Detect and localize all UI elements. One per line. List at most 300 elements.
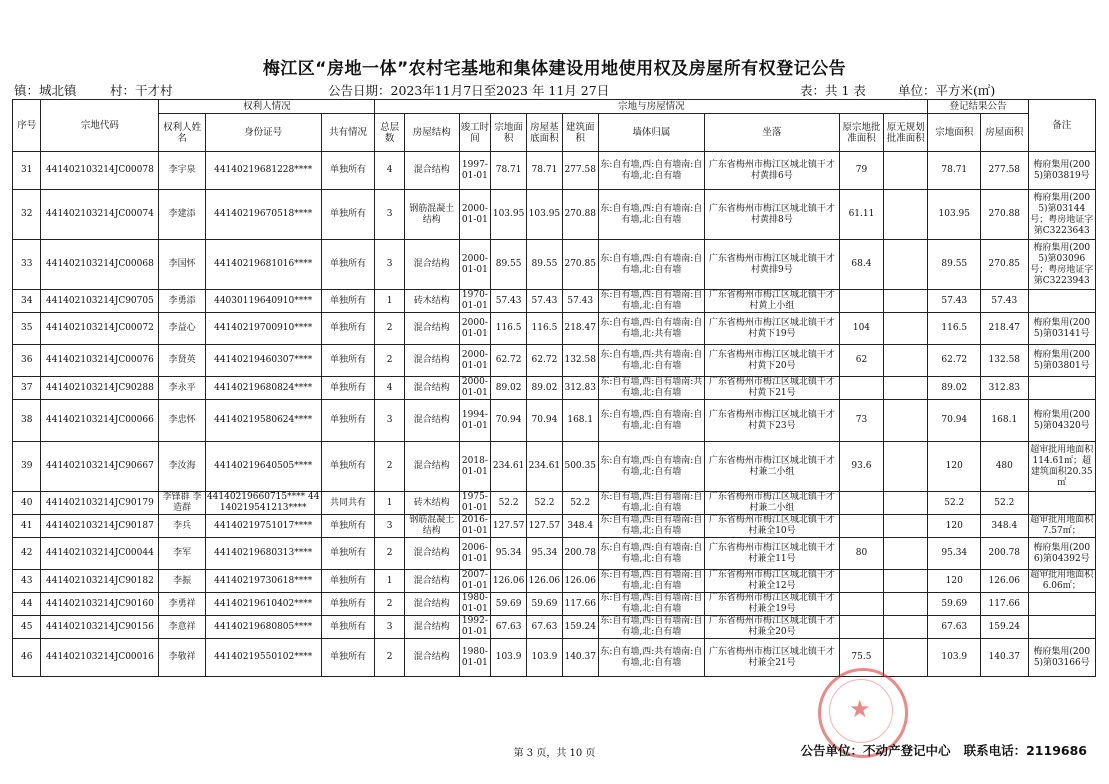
cell-share: 单独所有 bbox=[321, 152, 375, 190]
cell-note bbox=[1028, 593, 1096, 616]
cell-floors: 3 bbox=[375, 240, 404, 290]
cell-build-area: 117.66 bbox=[562, 593, 598, 616]
col-share: 共有情况 bbox=[321, 114, 375, 152]
cell-wall: 东:自有墙,西:共有墙南:自有墙,北:自有墙 bbox=[598, 345, 704, 377]
cell-res-house: 132.58 bbox=[981, 345, 1028, 377]
cell-seq: 32 bbox=[13, 190, 41, 240]
cell-structure: 砖木结构 bbox=[404, 492, 459, 515]
cell-base-area: 95.34 bbox=[527, 538, 563, 570]
cell-structure: 混合结构 bbox=[404, 377, 459, 400]
cell-wall: 东:自有墙,西:自有墙南:自有墙,北:共有墙 bbox=[598, 313, 704, 345]
cell-note bbox=[1028, 290, 1096, 313]
cell-base-area: 127.57 bbox=[527, 515, 563, 538]
footer-contact bbox=[801, 741, 1087, 759]
cell-name: 李振 bbox=[159, 570, 205, 593]
table-body bbox=[13, 152, 1096, 677]
cell-name: 李勇祥 bbox=[159, 593, 205, 616]
cell-share: 单独所有 bbox=[321, 593, 375, 616]
cell-unplanned bbox=[884, 492, 928, 515]
cell-build-area: 57.43 bbox=[562, 290, 598, 313]
col-structure: 房屋结构 bbox=[404, 114, 459, 152]
cell-wall: 东:自有墙,西:自有墙南:自有墙,北:自有墙 bbox=[598, 515, 704, 538]
cell-seq: 46 bbox=[13, 639, 41, 677]
cell-code: 441402103214JC00074 bbox=[41, 190, 159, 240]
cell-code: 441402103214JC90187 bbox=[41, 515, 159, 538]
cell-unplanned bbox=[884, 570, 928, 593]
cell-structure: 混合结构 bbox=[404, 639, 459, 677]
cell-share: 单独所有 bbox=[321, 442, 375, 492]
cell-structure: 混合结构 bbox=[404, 570, 459, 593]
cell-land-area: 89.55 bbox=[491, 240, 527, 290]
cell-land-area: 116.5 bbox=[491, 313, 527, 345]
cell-structure: 钢筋混凝土结构 bbox=[404, 515, 459, 538]
cell-seq: 40 bbox=[13, 492, 41, 515]
cell-completion: 1975-01-01 bbox=[459, 492, 491, 515]
cell-name: 李敬祥 bbox=[159, 639, 205, 677]
cell-build-area: 277.58 bbox=[562, 152, 598, 190]
cell-completion: 2006-01-01 bbox=[459, 538, 491, 570]
cell-res-land: 89.55 bbox=[928, 240, 981, 290]
cell-approved: 75.5 bbox=[839, 639, 883, 677]
cell-base-area: 52.2 bbox=[527, 492, 563, 515]
cell-build-area: 132.58 bbox=[562, 345, 598, 377]
col-address: 坐落 bbox=[705, 114, 840, 152]
cell-base-area: 116.5 bbox=[527, 313, 563, 345]
official-seal-icon: ★ bbox=[818, 668, 908, 758]
cell-base-area: 234.61 bbox=[527, 442, 563, 492]
table-row bbox=[13, 515, 1096, 538]
cell-address: 广东省梅州市梅江区城北镇干才村黄上小组 bbox=[705, 290, 840, 313]
cell-note: 梅府集用(2006)第04392号 bbox=[1028, 538, 1096, 570]
cell-floors: 3 bbox=[375, 616, 404, 639]
cell-code: 441402103214JC00044 bbox=[41, 538, 159, 570]
cell-land-area: 234.61 bbox=[491, 442, 527, 492]
cell-name: 李贤英 bbox=[159, 345, 205, 377]
cell-res-house: 126.06 bbox=[981, 570, 1028, 593]
cell-unplanned bbox=[884, 538, 928, 570]
cell-seq: 35 bbox=[13, 313, 41, 345]
cell-approved bbox=[839, 290, 883, 313]
cell-floors: 2 bbox=[375, 345, 404, 377]
cell-unplanned bbox=[884, 152, 928, 190]
cell-land-area: 78.71 bbox=[491, 152, 527, 190]
cell-approved: 62 bbox=[839, 345, 883, 377]
cell-note: 梅府集用(2005)第04320号 bbox=[1028, 400, 1096, 442]
cell-share: 共同共有 bbox=[321, 492, 375, 515]
cell-base-area: 89.02 bbox=[527, 377, 563, 400]
cell-wall: 东:自有墙,西:自有墙南:自有墙,北:自有墙 bbox=[598, 240, 704, 290]
cell-res-land: 120 bbox=[928, 570, 981, 593]
cell-seq: 42 bbox=[13, 538, 41, 570]
table-row bbox=[13, 345, 1096, 377]
cell-note: 梅府集用(2005)第03819号 bbox=[1028, 152, 1096, 190]
cell-res-land: 89.02 bbox=[928, 377, 981, 400]
cell-seq: 39 bbox=[13, 442, 41, 492]
cell-unplanned bbox=[884, 639, 928, 677]
cell-base-area: 67.63 bbox=[527, 616, 563, 639]
cell-unplanned bbox=[884, 515, 928, 538]
cell-share: 单独所有 bbox=[321, 538, 375, 570]
cell-approved: 61.11 bbox=[839, 190, 883, 240]
cell-approved: 80 bbox=[839, 538, 883, 570]
town-label: 镇：城北镇 bbox=[14, 83, 77, 98]
cell-completion: 1992-01-01 bbox=[459, 616, 491, 639]
cell-address: 广东省梅州市梅江区城北镇干才村黄下19号 bbox=[705, 313, 840, 345]
cell-land-area: 127.57 bbox=[491, 515, 527, 538]
cell-seq: 36 bbox=[13, 345, 41, 377]
cell-share: 单独所有 bbox=[321, 313, 375, 345]
cell-completion: 2000-01-01 bbox=[459, 240, 491, 290]
cell-res-land: 52.2 bbox=[928, 492, 981, 515]
cell-wall: 东:自有墙,西:自有墙南:自有墙,北:自有墙 bbox=[598, 492, 704, 515]
cell-floors: 2 bbox=[375, 593, 404, 616]
cell-seq: 37 bbox=[13, 377, 41, 400]
cell-approved: 79 bbox=[839, 152, 883, 190]
cell-id: 44140219660715**** 44140219541213**** bbox=[206, 492, 320, 513]
cell-id: 44140219700910**** bbox=[205, 313, 321, 345]
cell-completion: 2016-01-01 bbox=[459, 515, 491, 538]
cell-note: 超审批用地面积7.57㎡； bbox=[1028, 515, 1096, 538]
cell-completion: 2000-01-01 bbox=[459, 345, 491, 377]
cell-base-area: 103.95 bbox=[527, 190, 563, 240]
table-row bbox=[13, 152, 1096, 190]
cell-code: 441402103214JC00072 bbox=[41, 313, 159, 345]
group-land: 宗地与房屋情况 bbox=[375, 100, 928, 114]
table-row bbox=[13, 240, 1096, 290]
cell-build-area: 348.4 bbox=[562, 515, 598, 538]
cell-floors: 1 bbox=[375, 570, 404, 593]
cell-land-area: 59.69 bbox=[491, 593, 527, 616]
cell-res-house: 159.24 bbox=[981, 616, 1028, 639]
table-row bbox=[13, 570, 1096, 593]
cell-id: 44140219670518**** bbox=[205, 190, 321, 240]
cell-unplanned bbox=[884, 190, 928, 240]
cell-approved bbox=[839, 515, 883, 538]
cell-floors: 3 bbox=[375, 515, 404, 538]
cell-res-land: 95.34 bbox=[928, 538, 981, 570]
cell-completion: 1994-01-01 bbox=[459, 400, 491, 442]
cell-floors: 2 bbox=[375, 538, 404, 570]
cell-completion: 2000-01-01 bbox=[459, 377, 491, 400]
cell-build-area: 500.35 bbox=[562, 442, 598, 492]
cell-id: 44140219681016**** bbox=[205, 240, 321, 290]
cell-unplanned bbox=[884, 616, 928, 639]
cell-code: 441402103214JC00066 bbox=[41, 400, 159, 442]
cell-code: 441402103214JC90160 bbox=[41, 593, 159, 616]
cell-build-area: 126.06 bbox=[562, 570, 598, 593]
cell-note bbox=[1028, 377, 1096, 400]
col-base-area: 房屋基底面积 bbox=[527, 114, 563, 152]
cell-approved bbox=[839, 593, 883, 616]
col-approved: 原宗地批准面积 bbox=[839, 114, 883, 152]
cell-name: 李建添 bbox=[159, 190, 205, 240]
cell-name: 李军 bbox=[159, 538, 205, 570]
cell-code: 441402103214JC00076 bbox=[41, 345, 159, 377]
cell-id: 44140219730618**** bbox=[205, 570, 321, 593]
cell-res-house: 277.58 bbox=[981, 152, 1028, 190]
cell-res-house: 312.83 bbox=[981, 377, 1028, 400]
cell-address: 广东省梅州市梅江区城北镇干才村黄排9号 bbox=[705, 240, 840, 290]
cell-name: 李忠怀 bbox=[159, 400, 205, 442]
cell-name: 李国怀 bbox=[159, 240, 205, 290]
cell-note: 梅府集用(2005)第03096号；粤房地证字第C3223943 bbox=[1028, 240, 1096, 290]
cell-id: 44140219610402**** bbox=[205, 593, 321, 616]
cell-seq: 34 bbox=[13, 290, 41, 313]
cell-wall: 东:自有墙,西:自有墙南:自有墙,北:自有墙 bbox=[598, 290, 704, 313]
cell-code: 441402103214JC90667 bbox=[41, 442, 159, 492]
table-row bbox=[13, 639, 1096, 677]
cell-floors: 3 bbox=[375, 400, 404, 442]
cell-structure: 混合结构 bbox=[404, 400, 459, 442]
cell-build-area: 159.24 bbox=[562, 616, 598, 639]
cell-code: 441402103214JC90705 bbox=[41, 290, 159, 313]
cell-unplanned bbox=[884, 442, 928, 492]
cell-seq: 44 bbox=[13, 593, 41, 616]
cell-name: 李兵 bbox=[159, 515, 205, 538]
table-row bbox=[13, 442, 1096, 492]
cell-structure: 混合结构 bbox=[404, 616, 459, 639]
cell-res-land: 120 bbox=[928, 442, 981, 492]
cell-base-area: 103.9 bbox=[527, 639, 563, 677]
issuer-label: 公告单位：不动产登记中心 bbox=[800, 743, 951, 758]
phone-label: 联系电话：2119686 bbox=[963, 743, 1087, 758]
cell-note: 梅府集用(2005)第03144号；粤房地证字第C3223643 bbox=[1028, 190, 1096, 240]
cell-share: 单独所有 bbox=[321, 190, 375, 240]
cell-approved bbox=[839, 616, 883, 639]
cell-note: 超审批用地面积114.61㎡；超建筑面积20.35㎡ bbox=[1028, 442, 1096, 492]
cell-address: 广东省梅州市梅江区城北镇干才村兼全11号 bbox=[705, 538, 840, 570]
cell-note bbox=[1028, 492, 1096, 515]
cell-base-area: 62.72 bbox=[527, 345, 563, 377]
cell-res-house: 480 bbox=[981, 442, 1028, 492]
table-row bbox=[13, 290, 1096, 313]
col-build-area: 建筑面积 bbox=[562, 114, 598, 152]
page-number: 第 3 页，共 10 页 bbox=[513, 748, 596, 759]
cell-floors: 4 bbox=[375, 377, 404, 400]
cell-res-house: 57.43 bbox=[981, 290, 1028, 313]
cell-land-area: 52.2 bbox=[491, 492, 527, 515]
cell-address: 广东省梅州市梅江区城北镇干才村兼全19号 bbox=[705, 593, 840, 616]
cell-name: 李锋群 李造群 bbox=[159, 492, 205, 515]
cell-address: 广东省梅州市梅江区城北镇干才村黄下20号 bbox=[705, 345, 840, 377]
cell-structure: 混合结构 bbox=[404, 345, 459, 377]
cell-land-area: 126.06 bbox=[491, 570, 527, 593]
cell-res-land: 120 bbox=[928, 515, 981, 538]
cell-res-house: 52.2 bbox=[981, 492, 1028, 515]
registration-table bbox=[12, 99, 1096, 677]
cell-share: 单独所有 bbox=[321, 290, 375, 313]
cell-seq: 33 bbox=[13, 240, 41, 290]
group-owner: 权利人情况 bbox=[159, 100, 375, 114]
cell-wall: 东:自有墙,西:自有墙南:自有墙,北:自有墙 bbox=[598, 190, 704, 240]
cell-completion: 2018-01-01 bbox=[459, 442, 491, 492]
cell-approved: 104 bbox=[839, 313, 883, 345]
cell-name: 李意祥 bbox=[159, 616, 205, 639]
cell-floors: 2 bbox=[375, 639, 404, 677]
sheets-label: 表：共 1 表 bbox=[800, 83, 866, 98]
cell-seq: 41 bbox=[13, 515, 41, 538]
cell-res-land: 62.72 bbox=[928, 345, 981, 377]
cell-land-area: 103.9 bbox=[491, 639, 527, 677]
cell-res-house: 117.66 bbox=[981, 593, 1028, 616]
cell-note: 超审批用地面积6.06㎡； bbox=[1028, 570, 1096, 593]
cell-share: 单独所有 bbox=[321, 616, 375, 639]
cell-id: 44140219680313**** bbox=[205, 538, 321, 570]
cell-floors: 2 bbox=[375, 313, 404, 345]
cell-res-land: 78.71 bbox=[928, 152, 981, 190]
cell-id: 44140219550102**** bbox=[205, 639, 321, 677]
cell-wall: 东:自有墙,西:自有墙南:自有墙,北:自有墙 bbox=[598, 400, 704, 442]
cell-res-house: 168.1 bbox=[981, 400, 1028, 442]
cell-wall: 东:自有墙,西:自有墙南:自有墙,北:自有墙 bbox=[598, 442, 704, 492]
cell-note: 梅府集用(2005)第03166号 bbox=[1028, 639, 1096, 677]
cell-res-land: 57.43 bbox=[928, 290, 981, 313]
cell-res-house: 270.85 bbox=[981, 240, 1028, 290]
cell-address: 广东省梅州市梅江区城北镇干才村黄排6号 bbox=[705, 152, 840, 190]
cell-approved bbox=[839, 492, 883, 515]
cell-approved: 93.6 bbox=[839, 442, 883, 492]
cell-completion: 1980-01-01 bbox=[459, 639, 491, 677]
cell-share: 单独所有 bbox=[321, 570, 375, 593]
cell-floors: 2 bbox=[375, 442, 404, 492]
cell-build-area: 270.88 bbox=[562, 190, 598, 240]
cell-floors: 4 bbox=[375, 152, 404, 190]
cell-base-area: 59.69 bbox=[527, 593, 563, 616]
col-wall: 墙体归属 bbox=[598, 114, 704, 152]
cell-build-area: 52.2 bbox=[562, 492, 598, 515]
table-row bbox=[13, 616, 1096, 639]
cell-approved: 73 bbox=[839, 400, 883, 442]
cell-note bbox=[1028, 616, 1096, 639]
col-res-house: 房屋面积 bbox=[981, 114, 1028, 152]
cell-completion: 2007-01-01 bbox=[459, 570, 491, 593]
cell-wall: 东:自有墙,西:自有墙南:共有墙,北:自有墙 bbox=[598, 377, 704, 400]
unit-label: 单位：平方米(㎡) bbox=[898, 83, 996, 98]
cell-address: 广东省梅州市梅江区城北镇干才村兼全12号 bbox=[705, 570, 840, 593]
cell-id: 44030119640910**** bbox=[205, 290, 321, 313]
cell-wall: 东:自有墙,西:自有墙南:自有墙,北:自有墙 bbox=[598, 616, 704, 639]
cell-structure: 混合结构 bbox=[404, 240, 459, 290]
cell-share: 单独所有 bbox=[321, 240, 375, 290]
cell-name: 李益心 bbox=[159, 313, 205, 345]
table-row bbox=[13, 377, 1096, 400]
cell-structure: 混合结构 bbox=[404, 313, 459, 345]
cell-base-area: 78.71 bbox=[527, 152, 563, 190]
cell-build-area: 200.78 bbox=[562, 538, 598, 570]
cell-completion: 2000-01-01 bbox=[459, 190, 491, 240]
cell-completion: 1970-01-01 bbox=[459, 290, 491, 313]
date-label: 公告日期：2023年11月7日至2023 年 11月 27日 bbox=[328, 83, 610, 98]
cell-seq: 31 bbox=[13, 152, 41, 190]
cell-id: 44140219580624**** bbox=[205, 400, 321, 442]
cell-id: 44140219640505**** bbox=[205, 442, 321, 492]
cell-wall: 东:自有墙,西:自有墙南:自有墙,北:自有墙 bbox=[598, 570, 704, 593]
cell-res-house: 140.37 bbox=[981, 639, 1028, 677]
cell-address: 广东省梅州市梅江区城北镇干才村兼全10号 bbox=[705, 515, 840, 538]
cell-res-house: 348.4 bbox=[981, 515, 1028, 538]
col-name: 权利人姓名 bbox=[159, 114, 205, 152]
cell-id: 44140219680824**** bbox=[205, 377, 321, 400]
cell-approved: 68.4 bbox=[839, 240, 883, 290]
cell-unplanned bbox=[884, 345, 928, 377]
cell-build-area: 312.83 bbox=[562, 377, 598, 400]
cell-land-area: 103.95 bbox=[491, 190, 527, 240]
cell-note: 梅府集用(2005)第03141号 bbox=[1028, 313, 1096, 345]
cell-res-land: 67.63 bbox=[928, 616, 981, 639]
cell-structure: 钢筋混凝土结构 bbox=[404, 190, 459, 240]
cell-id: 44140219681228**** bbox=[205, 152, 321, 190]
cell-floors: 1 bbox=[375, 492, 404, 515]
cell-unplanned bbox=[884, 313, 928, 345]
cell-unplanned bbox=[884, 400, 928, 442]
cell-seq: 38 bbox=[13, 400, 41, 442]
table-row bbox=[13, 593, 1096, 616]
table-row bbox=[13, 190, 1096, 240]
col-seq: 序号 bbox=[13, 100, 41, 152]
cell-build-area: 218.47 bbox=[562, 313, 598, 345]
cell-address: 广东省梅州市梅江区城北镇干才村黄排8号 bbox=[705, 190, 840, 240]
cell-unplanned bbox=[884, 377, 928, 400]
cell-share: 单独所有 bbox=[321, 639, 375, 677]
cell-share: 单独所有 bbox=[321, 377, 375, 400]
cell-res-land: 103.95 bbox=[928, 190, 981, 240]
col-land-area: 宗地面积 bbox=[491, 114, 527, 152]
cell-share: 单独所有 bbox=[321, 515, 375, 538]
cell-structure: 混合结构 bbox=[404, 593, 459, 616]
cell-id: 44140219460307**** bbox=[205, 345, 321, 377]
cell-code: 441402103214JC90179 bbox=[41, 492, 159, 515]
cell-unplanned bbox=[884, 290, 928, 313]
col-code: 宗地代码 bbox=[41, 100, 159, 152]
cell-wall: 东:自有墙,西:自有墙南:自有墙,北:自有墙 bbox=[598, 593, 704, 616]
cell-completion: 1997-01-01 bbox=[459, 152, 491, 190]
cell-note: 梅府集用(2005)第03801号 bbox=[1028, 345, 1096, 377]
cell-land-area: 67.63 bbox=[491, 616, 527, 639]
cell-share: 单独所有 bbox=[321, 400, 375, 442]
cell-code: 441402103214JC90288 bbox=[41, 377, 159, 400]
cell-land-area: 95.34 bbox=[491, 538, 527, 570]
cell-land-area: 89.02 bbox=[491, 377, 527, 400]
cell-structure: 混合结构 bbox=[404, 152, 459, 190]
cell-base-area: 70.94 bbox=[527, 400, 563, 442]
cell-build-area: 168.1 bbox=[562, 400, 598, 442]
col-completion: 竣工时间 bbox=[459, 114, 491, 152]
cell-wall: 东:自有墙,西:共有墙南:自有墙,北:自有墙 bbox=[598, 639, 704, 677]
cell-res-land: 70.94 bbox=[928, 400, 981, 442]
cell-address: 广东省梅州市梅江区城北镇干才村黄下21号 bbox=[705, 377, 840, 400]
cell-unplanned bbox=[884, 240, 928, 290]
cell-completion: 1980-01-01 bbox=[459, 593, 491, 616]
cell-name: 李汝海 bbox=[159, 442, 205, 492]
col-res-land: 宗地面积 bbox=[928, 114, 981, 152]
cell-code: 441402103214JC00016 bbox=[41, 639, 159, 677]
cell-base-area: 57.43 bbox=[527, 290, 563, 313]
col-floors: 总层数 bbox=[375, 114, 404, 152]
col-note: 备注 bbox=[1028, 100, 1096, 152]
cell-floors: 3 bbox=[375, 190, 404, 240]
cell-seq: 43 bbox=[13, 570, 41, 593]
cell-completion: 2000-01-01 bbox=[459, 313, 491, 345]
cell-approved bbox=[839, 377, 883, 400]
cell-floors: 1 bbox=[375, 290, 404, 313]
cell-res-house: 200.78 bbox=[981, 538, 1028, 570]
cell-code: 441402103214JC90156 bbox=[41, 616, 159, 639]
cell-res-house: 218.47 bbox=[981, 313, 1028, 345]
cell-structure: 混合结构 bbox=[404, 442, 459, 492]
cell-land-area: 57.43 bbox=[491, 290, 527, 313]
cell-land-area: 62.72 bbox=[491, 345, 527, 377]
cell-base-area: 89.55 bbox=[527, 240, 563, 290]
